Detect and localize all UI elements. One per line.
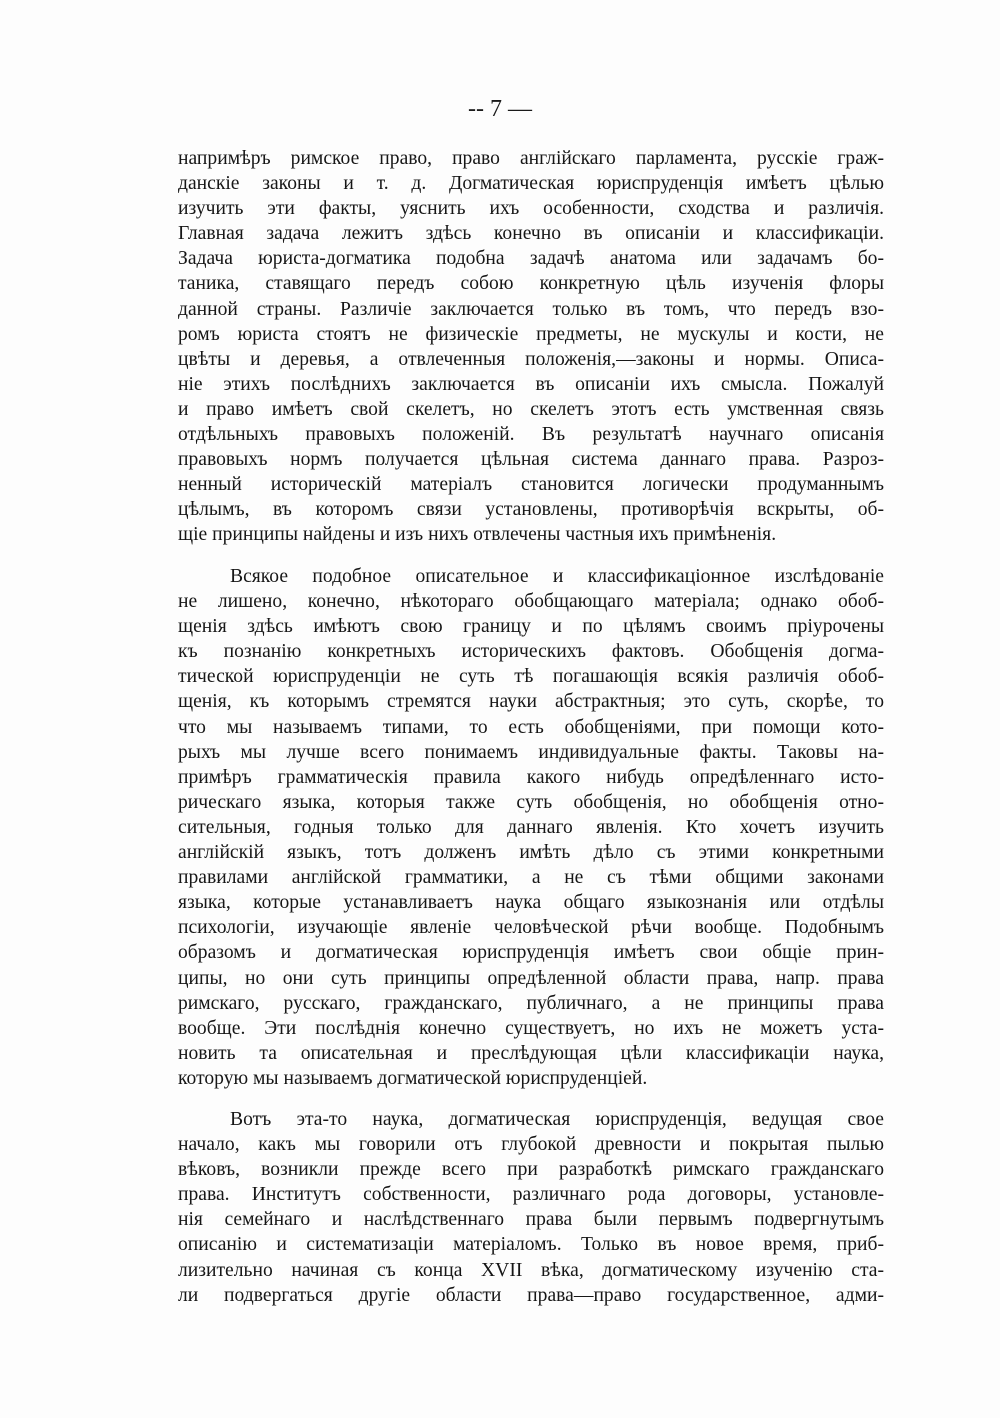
paragraph-1 — [178, 146, 884, 548]
text-line: правилами англійской грамматики, а не съ тѣми общими законами — [178, 867, 884, 889]
text-line: которую мы называемъ догматической юриспруденціей. — [178, 1067, 648, 1089]
text-line: англійскій языкъ, тотъ долженъ имѣть дѣло съ этими конкретными — [178, 842, 884, 864]
text-line: рыхъ мы лучше всего понимаемъ индивидуальные факты. Таковы на- — [178, 741, 884, 763]
text-line: сительныя, годныя только для даннаго явленія. Кто хочетъ изучить — [178, 816, 884, 838]
text-line: щіе принципы найдены и изъ нихъ отвлечены частныя ихъ примѣненія. — [178, 524, 777, 546]
text-line: ли подвергаться другіе области права—право государственное, адми- — [178, 1284, 884, 1306]
text-line: не лишено, конечно, нѣкотораго обобщающаго матеріала; однако обоб- — [178, 591, 884, 613]
text-line: цвѣты и деревья, а отвлеченныя положенія,—законы и нормы. Описа- — [178, 348, 884, 370]
text-line: образомъ и догматическая юриспруденція имѣетъ свои общіе прин- — [178, 942, 884, 964]
text-line: вѣковъ, возникли прежде всего при разработкѣ римскаго гражданскаго — [178, 1159, 884, 1181]
text-line: языка, которые устанавливаетъ наука общаго языкознанія или отдѣлы — [178, 892, 884, 914]
text-line: ненный историческій матеріалъ становится логически продуманнымъ — [178, 474, 884, 496]
text-line: изучить эти факты, уяснить ихъ особенности, сходства и различія. — [178, 198, 884, 220]
text-line: лизительно начиная съ конца XVII вѣка, догматическому изученію ста- — [178, 1259, 884, 1281]
text-line: Главная задача лежитъ здѣсь конечно въ описаніи и классификаціи. — [178, 223, 884, 245]
text-line: данскіе законы и т. д. Догматическая юриспруденція имѣетъ цѣлью — [178, 173, 884, 195]
text-line: цѣлымъ, въ которомъ связи установлены, противорѣчія вскрыты, об- — [178, 499, 884, 521]
text-line: таника, ставящаго передъ собою конкретную цѣль изученія флоры — [178, 273, 884, 295]
text-line: щенія, къ которымъ стремятся науки абстрактныя; это суть, скорѣе, то — [178, 691, 884, 713]
text-line: вообще. Эти послѣднія конечно существуетъ, но ихъ не можетъ уста- — [178, 1017, 884, 1039]
text-line: ципы, но они суть принципы опредѣленной области права, напр. права — [178, 967, 884, 989]
text-line: правовыхъ нормъ получается цѣльная система даннаго права. Разроз- — [178, 449, 884, 471]
text-line: примѣръ грамматическія правила какого нибудь опредѣленнаго исто- — [178, 766, 884, 788]
text-line: данной страны. Различіе заключается только въ томъ, что передъ взо- — [178, 298, 884, 320]
text-line: права. Институтъ собственности, различнаго рода договоры, установле- — [178, 1184, 884, 1206]
text-line: Всякое подобное описательное и классификаціонное изслѣдованіе — [230, 566, 884, 587]
text-line: описанію и систематизаціи матеріаломъ. Только въ новое время, приб- — [178, 1234, 884, 1256]
text-line: психологіи, изучающіе явленіе человѣческой рѣчи вообще. Подобнымъ — [178, 917, 884, 939]
page-number: -- 7 — — [468, 96, 532, 122]
paragraph-2 — [178, 564, 884, 1091]
text-line: напримѣръ римское право, право англійскаго парламента, русскіе граж- — [178, 148, 884, 169]
text-line: рическаго языка, которыя также суть обобщенія, но обобщенія отно- — [178, 791, 884, 813]
text-line: начало, какъ мы говорили отъ глубокой древности и покрытая пылью — [178, 1134, 884, 1156]
text-line: нія семейнаго и наслѣдственнаго права были первымъ подвергнутымъ — [178, 1209, 884, 1231]
text-line: римскаго, русскаго, гражданскаго, публичнаго, а не принципы права — [178, 992, 884, 1014]
text-line: Задача юриста-догматика подобна задачѣ анатома или задачамъ бо- — [178, 248, 884, 270]
paragraph-3 — [178, 1107, 884, 1308]
text-line: что мы называемъ типами, то есть обобщеніями, при помощи кото- — [178, 716, 884, 738]
text-line: Вотъ эта-то наука, догматическая юриспруденція, ведущая свое — [230, 1109, 884, 1130]
text-line: и право имѣетъ свой скелетъ, но скелетъ этотъ есть умственная связь — [178, 398, 884, 420]
text-line: къ познанію конкретныхъ историческихъ фактовъ. Обобщенія догма- — [178, 641, 884, 663]
text-line: ніе этихъ послѣднихъ заключается въ описаніи ихъ смысла. Пожалуй — [178, 373, 884, 395]
text-line: новить та описательная и преслѣдующая цѣли классификаціи наука, — [178, 1042, 884, 1064]
text-line: ромъ юриста стоятъ не физическіе предметы, не мускулы и кости, не — [178, 323, 884, 345]
text-line: отдѣльныхъ правовыхъ положеній. Въ результатѣ научнаго описанія — [178, 424, 884, 446]
text-line: тической юриспруденціи не суть тѣ погашающія всякія различія обоб- — [178, 666, 884, 688]
text-line: щенія здѣсь имѣютъ свою границу и по цѣлямъ своимъ пріурочены — [178, 616, 884, 638]
